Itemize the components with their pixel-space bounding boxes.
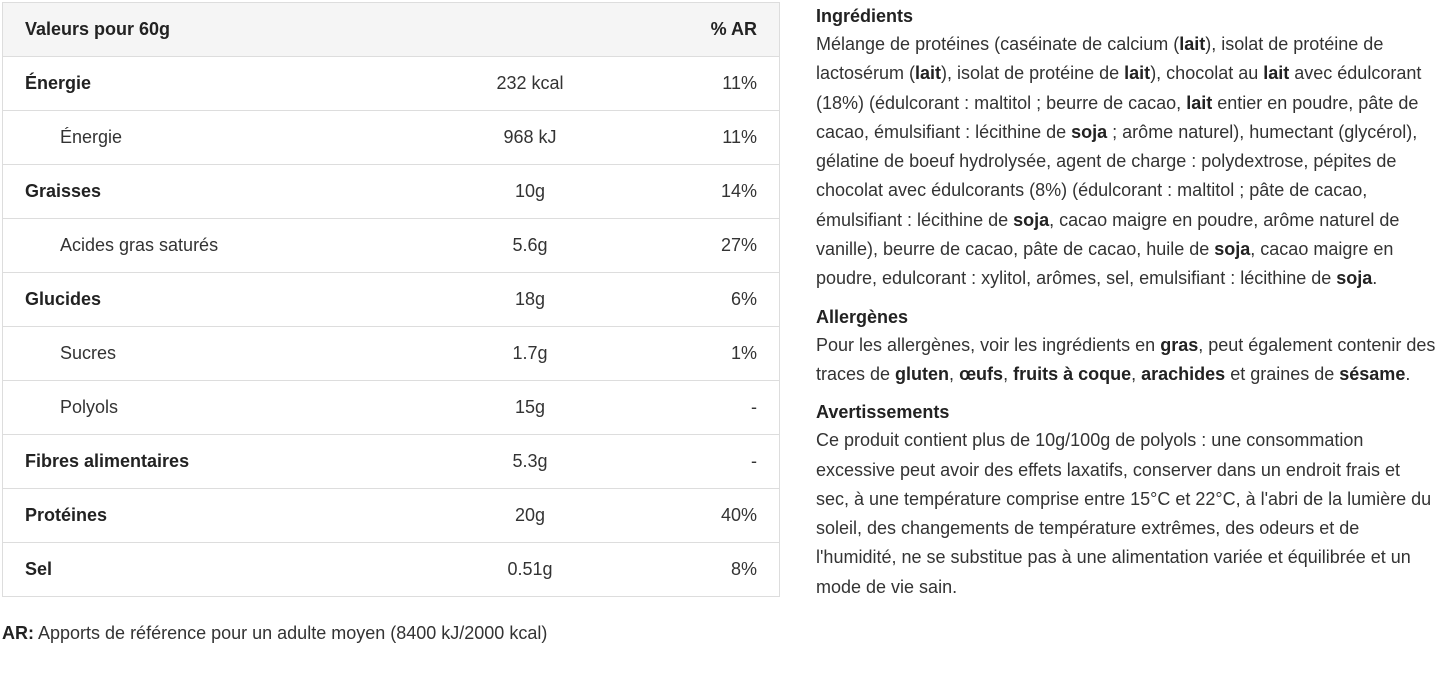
- bold-allergen-text: soja: [1336, 268, 1373, 289]
- nutrient-ar-percent: 1%: [650, 327, 780, 381]
- text-segment: , cacao maigre en poudre, edulcorant : xylitol, arômes, sel, emulsifiant : lécithine de: [816, 239, 1394, 289]
- nutrient-ar-percent: 8%: [650, 543, 780, 597]
- nutrition-table-body: [3, 57, 780, 597]
- nutrition-row: [3, 111, 780, 165]
- bold-allergen-text: lait: [1186, 92, 1213, 113]
- nutrient-ar-percent: 6%: [650, 273, 780, 327]
- text-segment: .: [1372, 268, 1378, 289]
- bold-allergen-text: lait: [1179, 34, 1206, 54]
- text-segment: .: [1405, 363, 1411, 384]
- nutrient-ar-percent: -: [650, 381, 780, 435]
- bold-allergen-text: soja: [1214, 239, 1251, 260]
- bold-allergen-text: fruits à coque: [1013, 363, 1132, 384]
- text-segment: ), chocolat au: [1150, 63, 1264, 84]
- nutrient-ar-percent: 11%: [650, 57, 780, 111]
- allergens-heading: Allergènes: [816, 306, 909, 327]
- ar-footnote-text: Apports de référence pour un adulte moyen (8400 kJ/2000 kcal): [34, 623, 548, 643]
- text-segment: ,: [1131, 363, 1142, 384]
- nutrient-name: Acides gras saturés: [3, 219, 411, 273]
- nutrient-value: 5.6g: [410, 219, 650, 273]
- nutrition-row: [3, 543, 780, 597]
- nutrition-table-header: [3, 3, 780, 57]
- nutrient-ar-percent: -: [650, 435, 780, 489]
- bold-allergen-text: arachides: [1141, 363, 1226, 384]
- text-segment: et graines de: [1225, 363, 1340, 384]
- bold-allergen-text: lait: [915, 63, 942, 84]
- text-segment: , cacao maigre en poudre, arôme naturel de vanille), beurre de cacao, pâte de cacao, huile de: [816, 209, 1400, 260]
- nutrient-name: Fibres alimentaires: [3, 435, 411, 489]
- bold-allergen-text: sésame: [1339, 363, 1406, 384]
- nutrient-ar-percent: 40%: [650, 489, 780, 543]
- nutrient-value: 15g: [410, 381, 650, 435]
- nutrient-value: 18g: [410, 273, 650, 327]
- text-segment: ,: [1003, 363, 1014, 384]
- warnings-text: [816, 426, 1436, 602]
- nutrient-value: 1.7g: [410, 327, 650, 381]
- nutrient-name: Graisses: [3, 165, 411, 219]
- ar-footnote-label: AR:: [2, 623, 34, 643]
- nutrient-name: Énergie: [3, 111, 411, 165]
- nutrition-row: [3, 327, 780, 381]
- text-segment: ), isolat de protéine de: [941, 63, 1125, 84]
- nutrition-row: [3, 165, 780, 219]
- text-segment: avec édulcorant (18%) (édulcorant : maltitol ; beurre de cacao,: [816, 63, 1422, 113]
- nutrient-value: 20g: [410, 489, 650, 543]
- nutrient-ar-percent: 14%: [650, 165, 780, 219]
- ingredients-heading: Ingrédients: [816, 6, 914, 26]
- bold-allergen-text: gluten: [895, 363, 950, 384]
- text-segment: entier en poudre, pâte de cacao, émulsifiant : lécithine de: [816, 92, 1419, 142]
- nutrient-ar-percent: 27%: [650, 219, 780, 273]
- nutrition-row: [3, 57, 780, 111]
- text-segment: ,: [949, 363, 960, 384]
- text-segment: Ce produit contient plus de 10g/100g de polyols : une consommation excessive peut avoir des effets laxatifs, conserver dans un endroit frais et sec, à une température comprise entre 15°C et 22°C, à l'abri de la lumière du soleil, des changements de température extrêmes, des odeurs et de l'humidité, ne se substitue pas à une alimentation variée et équilibrée et un mode de vie sain.: [816, 430, 1432, 597]
- nutrient-value: 232 kcal: [410, 57, 650, 111]
- ar-footnote: [2, 621, 547, 645]
- nutrition-row: [3, 381, 780, 435]
- bold-allergen-text: gras: [1160, 334, 1199, 355]
- allergens-text: [816, 331, 1436, 390]
- bold-allergen-text: lait: [1263, 63, 1290, 84]
- nutrient-name: Protéines: [3, 489, 411, 543]
- warnings-heading: Avertissements: [816, 402, 950, 423]
- nutrient-ar-percent: 11%: [650, 111, 780, 165]
- nutrient-value: 10g: [410, 165, 650, 219]
- nutrient-name: Énergie: [3, 57, 411, 111]
- nutrition-row: [3, 435, 780, 489]
- bold-allergen-text: soja: [1013, 209, 1050, 230]
- text-segment: , peut également contenir des traces de: [816, 334, 1436, 384]
- nutrient-name: Glucides: [3, 273, 411, 327]
- bold-allergen-text: œufs: [959, 363, 1004, 384]
- ingredients-text: [816, 30, 1436, 294]
- nutrient-name: Sel: [3, 543, 411, 597]
- text-segment: Mélange de protéines (caséinate de calcium (: [816, 34, 1180, 54]
- nutrient-name: Polyols: [3, 381, 411, 435]
- nutrition-table: [2, 2, 780, 597]
- header-name: Valeurs pour 60g: [3, 3, 411, 57]
- nutrient-name: Sucres: [3, 327, 411, 381]
- bold-allergen-text: lait: [1124, 63, 1151, 84]
- nutrient-value: 0.51g: [410, 543, 650, 597]
- bold-allergen-text: soja: [1071, 121, 1108, 142]
- text-segment: Pour les allergènes, voir les ingrédients en: [816, 334, 1161, 355]
- nutrient-value: 968 kJ: [410, 111, 650, 165]
- text-segment: ), isolat de protéine de lactosérum (: [816, 34, 1384, 84]
- header-value: [410, 3, 650, 57]
- nutrition-row: [3, 273, 780, 327]
- nutrition-row: [3, 489, 780, 543]
- text-segment: ; arôme naturel), humectant (glycérol), gélatine de boeuf hydrolysée, agent de charge : polydextrose, pépites de chocolat avec édulcorants (8%) (édulcorant : maltitol ; pâte de cacao, émulsifiant : lécithine de: [816, 121, 1418, 230]
- header-pct: % AR: [650, 3, 780, 57]
- product-info-column: [816, 3, 1436, 612]
- nutrition-row: [3, 219, 780, 273]
- nutrient-value: 5.3g: [410, 435, 650, 489]
